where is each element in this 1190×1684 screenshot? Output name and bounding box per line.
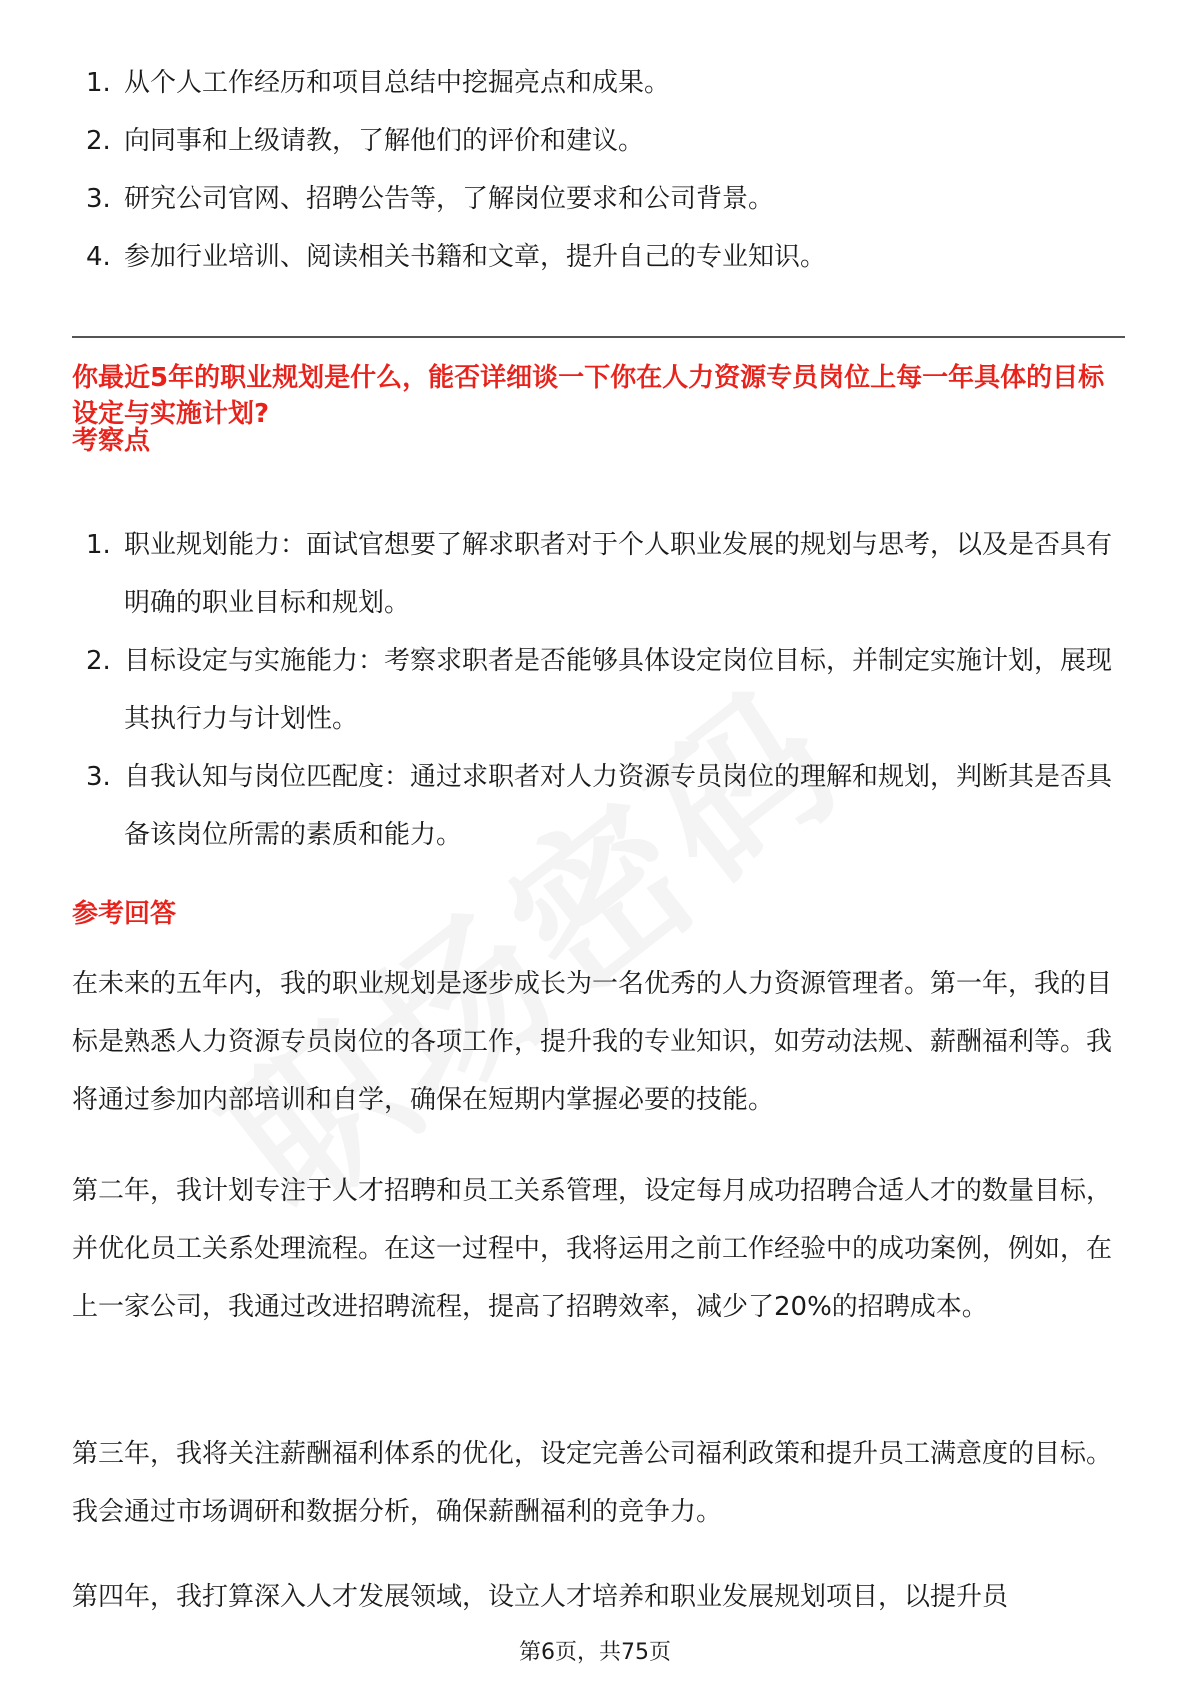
list-item (72, 748, 1117, 864)
points-title: 考察点 (72, 426, 151, 456)
page-footer: 第6页，共75页 (519, 1640, 671, 1665)
list-item (72, 170, 1117, 228)
list-item (72, 228, 1117, 286)
list-text: 研究公司官网、招聘公告等，了解岗位要求和公司背景。 (124, 184, 775, 214)
list-text: 目标设定与实施能力：考察求职者是否能够具体设定岗位目标，并制定实施计划，展现其执行力与计划性。 (124, 646, 1113, 734)
list-item (72, 112, 1117, 170)
list-text: 职业规划能力：面试官想要了解求职者对于个人职业发展的规划与思考，以及是否具有明确的职业目标和规划。 (124, 530, 1113, 618)
answer-paragraph: 第二年，我计划专注于人才招聘和员工关系管理，设定每月成功招聘合适人才的数量目标，并优化员工关系处理流程。在这一过程中，我将运用之前工作经验中的成功案例，例如，在上一家公司，我通过改进招聘流程，提高了招聘效率，减少了20%的招聘成本。 (72, 1176, 1113, 1322)
list-text: 参加行业培训、阅读相关书籍和文章，提升自己的专业知识。 (124, 242, 827, 272)
intro-list (72, 54, 1117, 286)
answer-paragraph: 在未来的五年内，我的职业规划是逐步成长为一名优秀的人力资源管理者。第一年，我的目标是熟悉人力资源专员岗位的各项工作，提升我的专业知识，如劳动法规、薪酬福利等。我将通过参加内部培训和自学，确保在短期内掌握必要的技能。 (72, 969, 1113, 1115)
list-text: 向同事和上级请教，了解他们的评价和建议。 (124, 126, 645, 156)
question-heading: 你最近5年的职业规划是什么，能否详细谈一下你在人力资源专员岗位上每一年具体的目标设定与实施计划? (72, 363, 1105, 429)
answer-title: 参考回答 (72, 899, 177, 929)
list-item (72, 516, 1117, 632)
answer-paragraph: 第四年，我打算深入人才发展领域，设立人才培养和职业发展规划项目，以提升员 (72, 1582, 1009, 1612)
list-number: 3. (86, 762, 111, 792)
section-divider (72, 336, 1125, 338)
list-text: 自我认知与岗位匹配度：通过求职者对人力资源专员岗位的理解和规划，判断其是否具备该岗位所需的素质和能力。 (124, 762, 1113, 850)
list-item (72, 632, 1117, 748)
points-list (72, 516, 1117, 864)
answer-paragraph: 第三年，我将关注薪酬福利体系的优化，设定完善公司福利政策和提升员工满意度的目标。我会通过市场调研和数据分析，确保薪酬福利的竞争力。 (72, 1439, 1113, 1527)
list-number: 4. (86, 242, 111, 272)
list-text: 从个人工作经历和项目总结中挖掘亮点和成果。 (124, 68, 671, 98)
list-number: 1. (86, 68, 111, 98)
list-number: 2. (86, 126, 111, 156)
list-item (72, 54, 1117, 112)
list-number: 1. (86, 530, 111, 560)
list-number: 3. (86, 184, 111, 214)
list-number: 2. (86, 646, 111, 676)
